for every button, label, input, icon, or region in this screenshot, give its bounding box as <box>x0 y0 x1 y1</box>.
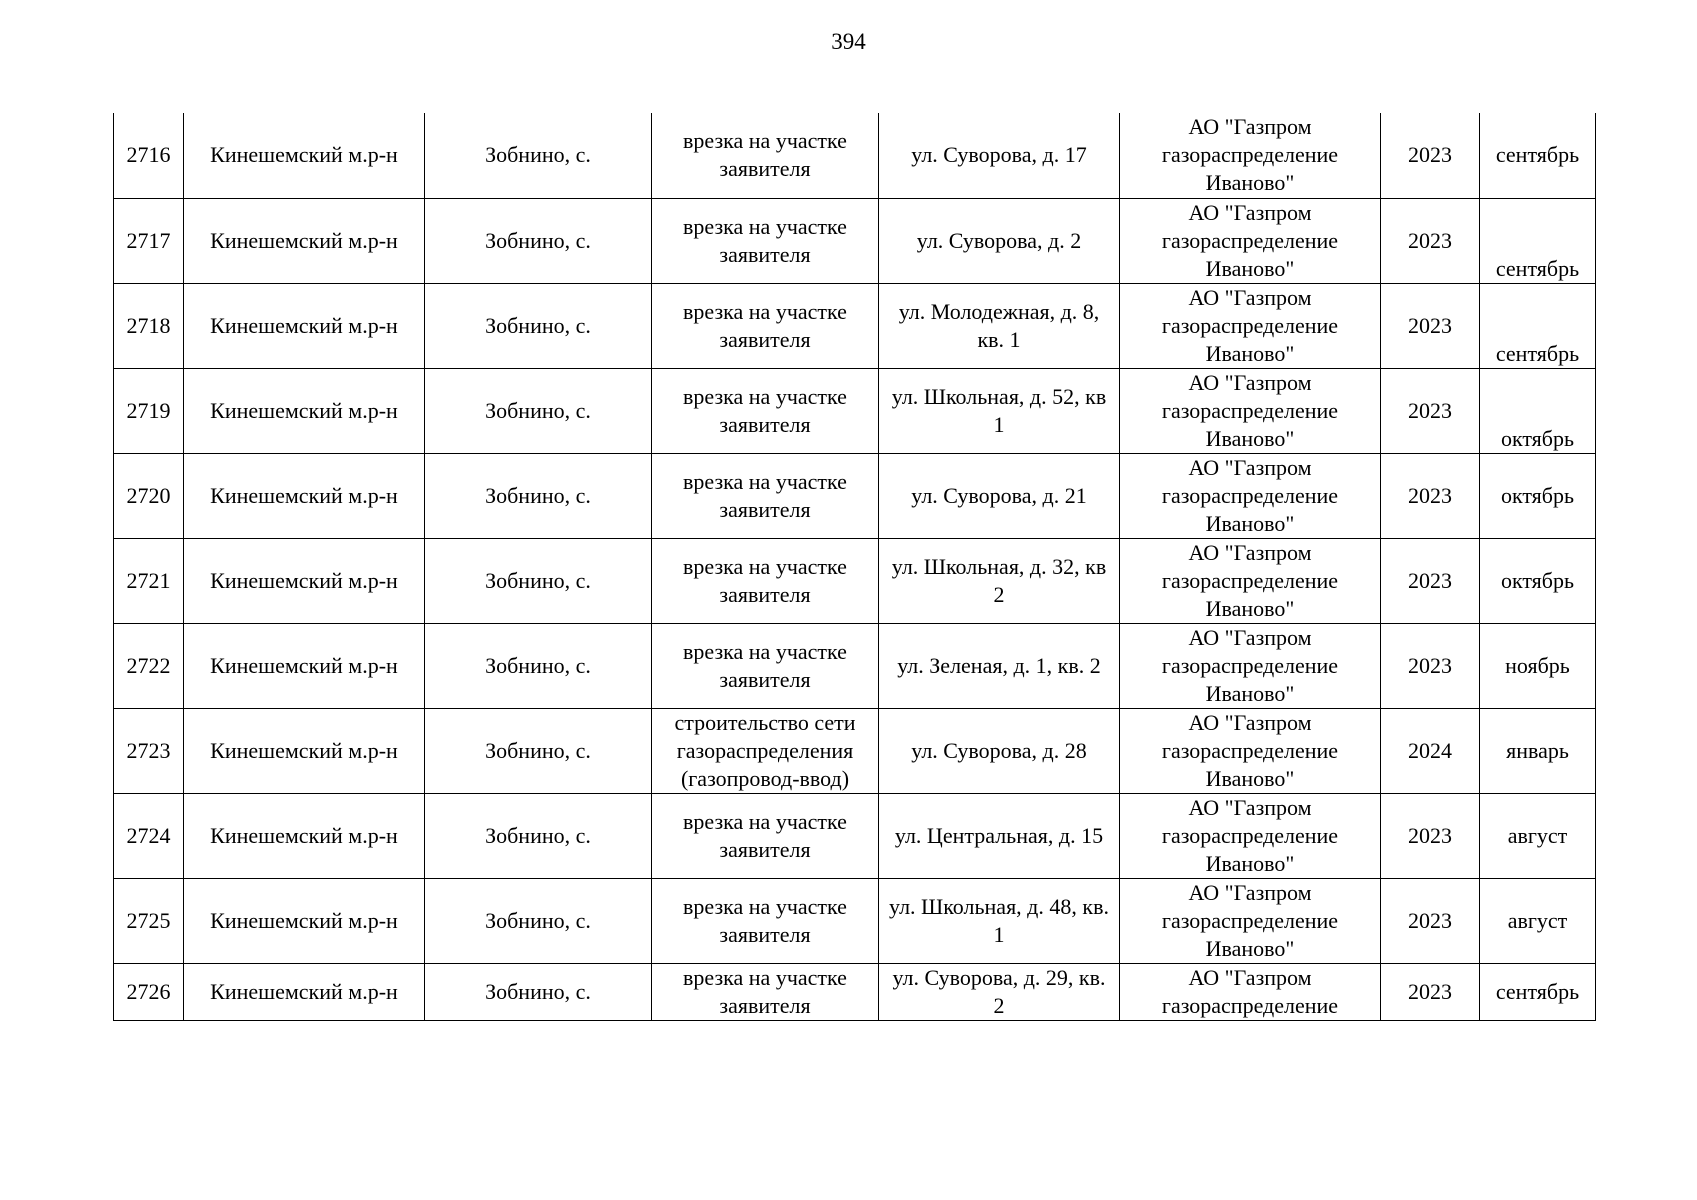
table-row <box>114 368 1596 453</box>
cell-district: Кинешемский м.р-н <box>184 708 425 793</box>
cell-year: 2023 <box>1381 623 1480 708</box>
cell-year: 2023 <box>1381 793 1480 878</box>
cell-address: ул. Школьная, д. 48, кв. 1 <box>879 878 1120 963</box>
cell-district: Кинешемский м.р-н <box>184 113 425 198</box>
cell-organization: АО "Газпром газораспределение Иваново" <box>1120 283 1381 368</box>
cell-number: 2725 <box>114 878 184 963</box>
cell-locality: Зобнино, с. <box>425 793 652 878</box>
table-row <box>114 878 1596 963</box>
cell-address: ул. Молодежная, д. 8, кв. 1 <box>879 283 1120 368</box>
table-row <box>114 538 1596 623</box>
data-table <box>113 113 1596 1021</box>
cell-work-type: врезка на участке заявителя <box>652 113 879 198</box>
page-number: 394 <box>831 29 866 54</box>
cell-work-type: врезка на участке заявителя <box>652 878 879 963</box>
cell-district: Кинешемский м.р-н <box>184 878 425 963</box>
table-row <box>114 113 1596 198</box>
table-row <box>114 198 1596 283</box>
cell-month: октябрь <box>1480 453 1596 538</box>
cell-address: ул. Суворова, д. 17 <box>879 113 1120 198</box>
cell-work-type: врезка на участке заявителя <box>652 623 879 708</box>
cell-organization: АО "Газпром газораспределение <box>1120 963 1381 1020</box>
cell-organization: АО "Газпром газораспределение Иваново" <box>1120 708 1381 793</box>
cell-locality: Зобнино, с. <box>425 453 652 538</box>
cell-locality: Зобнино, с. <box>425 368 652 453</box>
cell-work-type: врезка на участке заявителя <box>652 538 879 623</box>
table-row <box>114 793 1596 878</box>
cell-month: сентябрь <box>1480 283 1596 368</box>
cell-work-type: врезка на участке заявителя <box>652 793 879 878</box>
cell-work-type: врезка на участке заявителя <box>652 368 879 453</box>
cell-month: октябрь <box>1480 538 1596 623</box>
cell-number: 2723 <box>114 708 184 793</box>
cell-work-type: строительство сети газораспределения (газопровод-ввод) <box>652 708 879 793</box>
table-body <box>114 113 1596 1020</box>
cell-month: январь <box>1480 708 1596 793</box>
cell-address: ул. Суворова, д. 21 <box>879 453 1120 538</box>
cell-locality: Зобнино, с. <box>425 113 652 198</box>
cell-number: 2722 <box>114 623 184 708</box>
cell-number: 2720 <box>114 453 184 538</box>
cell-month: сентябрь <box>1480 113 1596 198</box>
cell-address: ул. Школьная, д. 32, кв 2 <box>879 538 1120 623</box>
cell-address: ул. Школьная, д. 52, кв 1 <box>879 368 1120 453</box>
cell-district: Кинешемский м.р-н <box>184 623 425 708</box>
cell-year: 2024 <box>1381 708 1480 793</box>
table-row <box>114 708 1596 793</box>
cell-district: Кинешемский м.р-н <box>184 963 425 1020</box>
cell-month: август <box>1480 878 1596 963</box>
cell-month: ноябрь <box>1480 623 1596 708</box>
cell-locality: Зобнино, с. <box>425 538 652 623</box>
cell-number: 2719 <box>114 368 184 453</box>
cell-year: 2023 <box>1381 113 1480 198</box>
cell-month: октябрь <box>1480 368 1596 453</box>
cell-address: ул. Зеленая, д. 1, кв. 2 <box>879 623 1120 708</box>
cell-number: 2716 <box>114 113 184 198</box>
cell-address: ул. Суворова, д. 2 <box>879 198 1120 283</box>
cell-locality: Зобнино, с. <box>425 878 652 963</box>
table-row <box>114 283 1596 368</box>
cell-district: Кинешемский м.р-н <box>184 538 425 623</box>
cell-work-type: врезка на участке заявителя <box>652 963 879 1020</box>
cell-locality: Зобнино, с. <box>425 198 652 283</box>
cell-organization: АО "Газпром газораспределение Иваново" <box>1120 878 1381 963</box>
cell-district: Кинешемский м.р-н <box>184 793 425 878</box>
cell-locality: Зобнино, с. <box>425 963 652 1020</box>
cell-district: Кинешемский м.р-н <box>184 283 425 368</box>
cell-month: сентябрь <box>1480 963 1596 1020</box>
cell-organization: АО "Газпром газораспределение Иваново" <box>1120 113 1381 198</box>
cell-organization: АО "Газпром газораспределение Иваново" <box>1120 368 1381 453</box>
table-row-last <box>114 963 1596 1020</box>
cell-district: Кинешемский м.р-н <box>184 453 425 538</box>
cell-organization: АО "Газпром газораспределение Иваново" <box>1120 198 1381 283</box>
cell-address: ул. Суворова, д. 28 <box>879 708 1120 793</box>
cell-month: август <box>1480 793 1596 878</box>
cell-year: 2023 <box>1381 878 1480 963</box>
cell-year: 2023 <box>1381 963 1480 1020</box>
cell-organization: АО "Газпром газораспределение Иваново" <box>1120 453 1381 538</box>
cell-address: ул. Суворова, д. 29, кв. 2 <box>879 963 1120 1020</box>
cell-year: 2023 <box>1381 538 1480 623</box>
cell-district: Кинешемский м.р-н <box>184 368 425 453</box>
cell-locality: Зобнино, с. <box>425 623 652 708</box>
cell-organization: АО "Газпром газораспределение Иваново" <box>1120 793 1381 878</box>
cell-address: ул. Центральная, д. 15 <box>879 793 1120 878</box>
cell-year: 2023 <box>1381 283 1480 368</box>
cell-number: 2718 <box>114 283 184 368</box>
cell-organization: АО "Газпром газораспределение Иваново" <box>1120 623 1381 708</box>
cell-year: 2023 <box>1381 368 1480 453</box>
cell-year: 2023 <box>1381 198 1480 283</box>
cell-locality: Зобнино, с. <box>425 283 652 368</box>
cell-number: 2721 <box>114 538 184 623</box>
cell-work-type: врезка на участке заявителя <box>652 283 879 368</box>
table-row <box>114 453 1596 538</box>
table-row <box>114 623 1596 708</box>
cell-number: 2724 <box>114 793 184 878</box>
cell-number: 2726 <box>114 963 184 1020</box>
cell-district: Кинешемский м.р-н <box>184 198 425 283</box>
cell-work-type: врезка на участке заявителя <box>652 453 879 538</box>
cell-locality: Зобнино, с. <box>425 708 652 793</box>
cell-month: сентябрь <box>1480 198 1596 283</box>
cell-work-type: врезка на участке заявителя <box>652 198 879 283</box>
cell-number: 2717 <box>114 198 184 283</box>
cell-year: 2023 <box>1381 453 1480 538</box>
cell-organization: АО "Газпром газораспределение Иваново" <box>1120 538 1381 623</box>
